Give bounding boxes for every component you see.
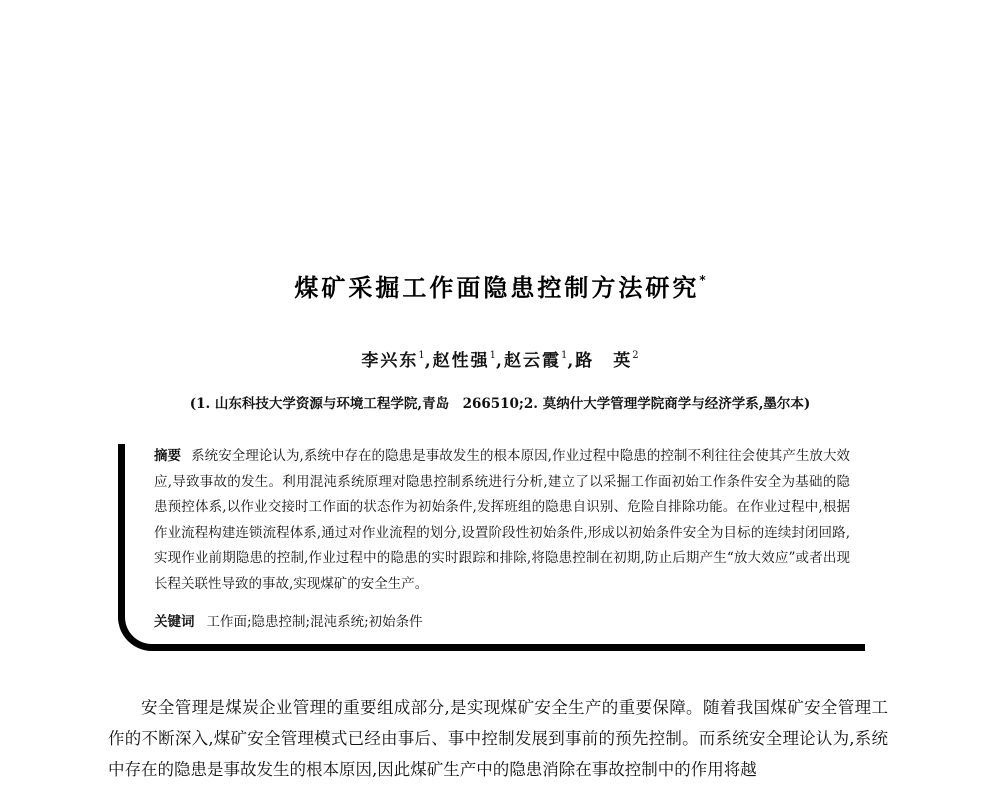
author-name: 赵性强 <box>432 351 490 371</box>
keywords-label: 关键词 <box>154 614 195 630</box>
author-affiliation-mark: 2 <box>632 350 639 361</box>
affiliations: (1. 山东科技大学资源与环境工程学院,青岛 266510;2. 莫纳什大学管理学院商学与经济学系,墨尔本) <box>189 396 811 412</box>
abstract-box <box>118 440 860 648</box>
title-footnote-mark: * <box>699 273 706 287</box>
author-affiliation-mark: 1 <box>418 350 425 361</box>
abstract-text: 系统安全理论认为,系统中存在的隐患是事故发生的根本原因,作业过程中隐患的控制不利往往会使其产生放大效应,导致事故的发生。利用混沌系统原理对隐患控制系统进行分析,建立了以采掘工作面初始工作条件安全为基础的隐患预控体系,以作业交接时工作面的状态作为初始条件,发挥班组的隐患自识别、危险自排除功能。在作业过程中,根据作业流程构建连锁流程体系,通过对作业流程的划分,设置阶段性初始条件,形成以初始条件安全为目标的连续封闭回路,实现作业前期隐患的控制,作业过程中的隐患的实时跟踪和排除,将隐患控制在初期,防止后期产生“放大效应”或者出现长程关联性导致的事故,实现煤矿的安全生产。 <box>154 448 851 592</box>
author-list: 李兴东$^1$,赵性强$^1$,赵云霞$^1$,路 英$^2$ <box>361 350 639 371</box>
keywords-text: 工作面;隐患控制;混沌系统;初始条件 <box>206 614 423 630</box>
abstract-label: 摘要 <box>154 448 182 464</box>
author-affiliation-mark: 1 <box>560 350 568 361</box>
paper-title <box>0 268 1000 303</box>
author-name: 赵云霞 <box>503 351 561 371</box>
title-text: 煤矿采掘工作面隐患控制方法研究 <box>294 274 700 302</box>
abstract <box>154 444 850 597</box>
author-name: 李兴东 <box>361 351 419 371</box>
keywords <box>154 610 423 630</box>
author-affiliation-mark: 1 <box>489 350 497 361</box>
body-paragraph: 安全管理是煤炭企业管理的重要组成部分,是实现煤矿安全生产的重要保障。随着我国煤矿安全管理工作的不断深入,煤矿安全管理模式已经由事后、事中控制发展到事前的预先控制。而系统安全理论认为,系统中存在的隐患是事故发生的根本原因,因此煤矿生产中的隐患消除在事故控制中的作用将越 <box>108 698 888 779</box>
author-name: 路 英 <box>575 351 633 371</box>
